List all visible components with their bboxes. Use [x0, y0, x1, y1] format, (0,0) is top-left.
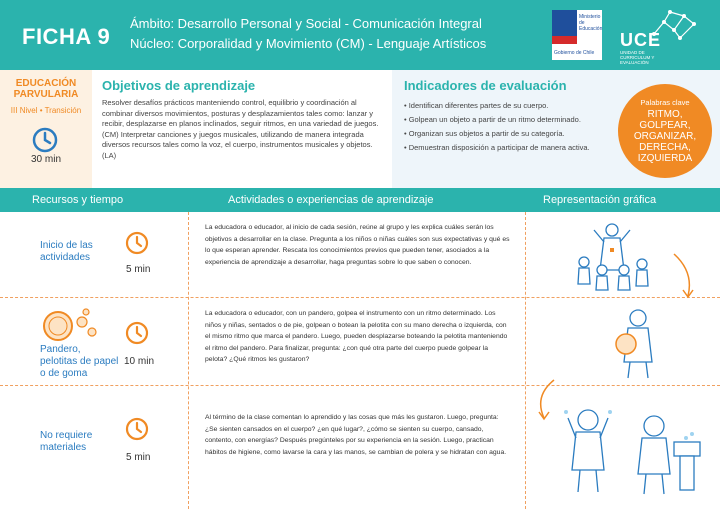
teacher-children-illustration [572, 220, 652, 294]
indicators-panel [392, 70, 720, 188]
down-arrow-icon [670, 252, 700, 302]
resource-duration: 5 min [126, 264, 151, 275]
activity-text: Al término de la clase comentan lo aprendido y las cosas que más les gustaron. Luego, pregunta: ¿Se sienten cansados en el cuerpo? ¿en qué lugar?, ¿cómo se sienten su cuerpo, cansado, contento, con energías? Después pregúnteles por su experiencia en la sesión. Luego, practican hábitos de higiene, como lavarse la cara y las manos, se cambian de polera y se hidratan con agua. [205, 414, 507, 456]
tambourine-balls-icon [40, 306, 102, 344]
level-panel [0, 70, 92, 188]
level-label: III Nivel • Transición [10, 106, 82, 115]
nucleo-line: Núcleo: Corporalidad y Movimiento (CM) - Lenguaje Artísticos [130, 36, 487, 51]
keywords-list [618, 109, 712, 164]
clock-icon [124, 230, 150, 256]
objectives-title: Objetivos de aprendizaje [102, 78, 256, 93]
resource-name: Pandero, pelotitas de papel o de goma [40, 344, 119, 379]
keyword: IZQUIERDA [637, 153, 693, 164]
indicators-list [404, 99, 614, 155]
keywords-badge [618, 84, 712, 178]
clock-icon [124, 320, 150, 346]
indicator-item: • Demuestran disposición a participar de manera activa. [404, 141, 614, 155]
ministry-logo [552, 10, 602, 60]
ministry-logo-blue-block [552, 10, 577, 36]
ambito-line: Ámbito: Desarrollo Personal y Social - Comunicación Integral [130, 16, 482, 31]
uce-logo-text: UCE [620, 30, 662, 50]
ficha-title: FICHA 9 [22, 24, 111, 49]
uce-logo-subtext: UNIDAD DE CURRICULUM Y EVALUACIÓN [620, 50, 655, 65]
indicators-title: Indicadores de evaluación [404, 78, 567, 93]
total-duration: 30 min [30, 154, 61, 165]
child-tambourine-illustration [608, 306, 670, 382]
keyword: ORGANIZAR, [633, 131, 697, 142]
activity-text: La educadora o educador, con un pandero, golpea el instrumento con un ritmo determinado. Los niños y niñas, sentados o de pie, golpean o botean la pelotita con su mano derecha o izquierda, con el mismo ritmo que marca el pandero. Luego, pueden desplazarse boteando la pelotita manteniendo el ritmo del pandero. Para finalizar, pregunta: ¿con qué otra parte del cuerpo puede golpear la pelota? ¿Qué ritmos les gustaron? [205, 310, 508, 363]
keyword: GOLPEAR, [639, 120, 691, 131]
objectives-panel [92, 70, 392, 188]
ministry-logo-red-block [552, 36, 577, 44]
column-header-resources: Recursos y tiempo [32, 194, 124, 206]
resource-duration: 10 min [124, 356, 155, 367]
table-row [0, 386, 720, 509]
table-row [0, 298, 720, 386]
education-level-title: EDUCACIÓN PARVULARIA [13, 78, 79, 100]
column-header-activities: Actividades o experiencias de aprendizaje [228, 194, 434, 206]
column-header-graphic: Representación gráfica [543, 194, 657, 206]
ministry-logo-subtext: Gobierno de Chile [554, 50, 595, 56]
indicator-item: • Organizan sus objetos a partir de su categoría. [404, 127, 614, 141]
keyword: DERECHA, [639, 142, 691, 153]
clock-icon [124, 416, 150, 442]
table-header [0, 188, 720, 212]
indicator-item: • Golpean un objeto a partir de un ritmo determinado. [404, 113, 614, 127]
clock-icon [31, 126, 59, 154]
keyword: RITMO, [647, 109, 683, 120]
children-washing-illustration [558, 398, 708, 498]
indicator-item: • Identifican diferentes partes de su cuerpo. [404, 99, 614, 113]
header-bar [0, 0, 720, 70]
objectives-text: Resolver desafíos prácticos manteniendo control, equilibrio y coordinación al combinar diversos movimientos, posturas y desplazamientos tales como: lanzar y recibir, desplazarse en planos inclinados, seguir ritmos, en una variedad de juegos. (CM) Interpretar canciones y juegos musicales, utilizando de manera integrada diversos recursos tales como la voz, el cuerpo, instrumentos musicales y objetos. (LA) [102, 98, 379, 160]
ministry-logo-text: Ministerio de Educación [579, 14, 603, 32]
table-row [0, 212, 720, 298]
resource-duration: 5 min [126, 452, 151, 463]
resource-name: Inicio de las actividades [40, 240, 93, 263]
uce-logo [620, 8, 700, 64]
activity-text: La educadora o educador, al inicio de cada sesión, reúne al grupo y les explica cuáles serán los objetivos a desarrollar en la clase. Pregunta a los niños o niñas cuáles son sus expectativas y qué es lo que esperan aprender. Rescata los conocimientos previos que pueden tener, asociados a la experiencia de aprendizaje a desarrollar, haga preguntas sobre lo que saben o conocen. [205, 224, 510, 266]
resource-name: No requiere materiales [40, 430, 93, 453]
keywords-badge-title: Palabras clave [640, 98, 690, 107]
